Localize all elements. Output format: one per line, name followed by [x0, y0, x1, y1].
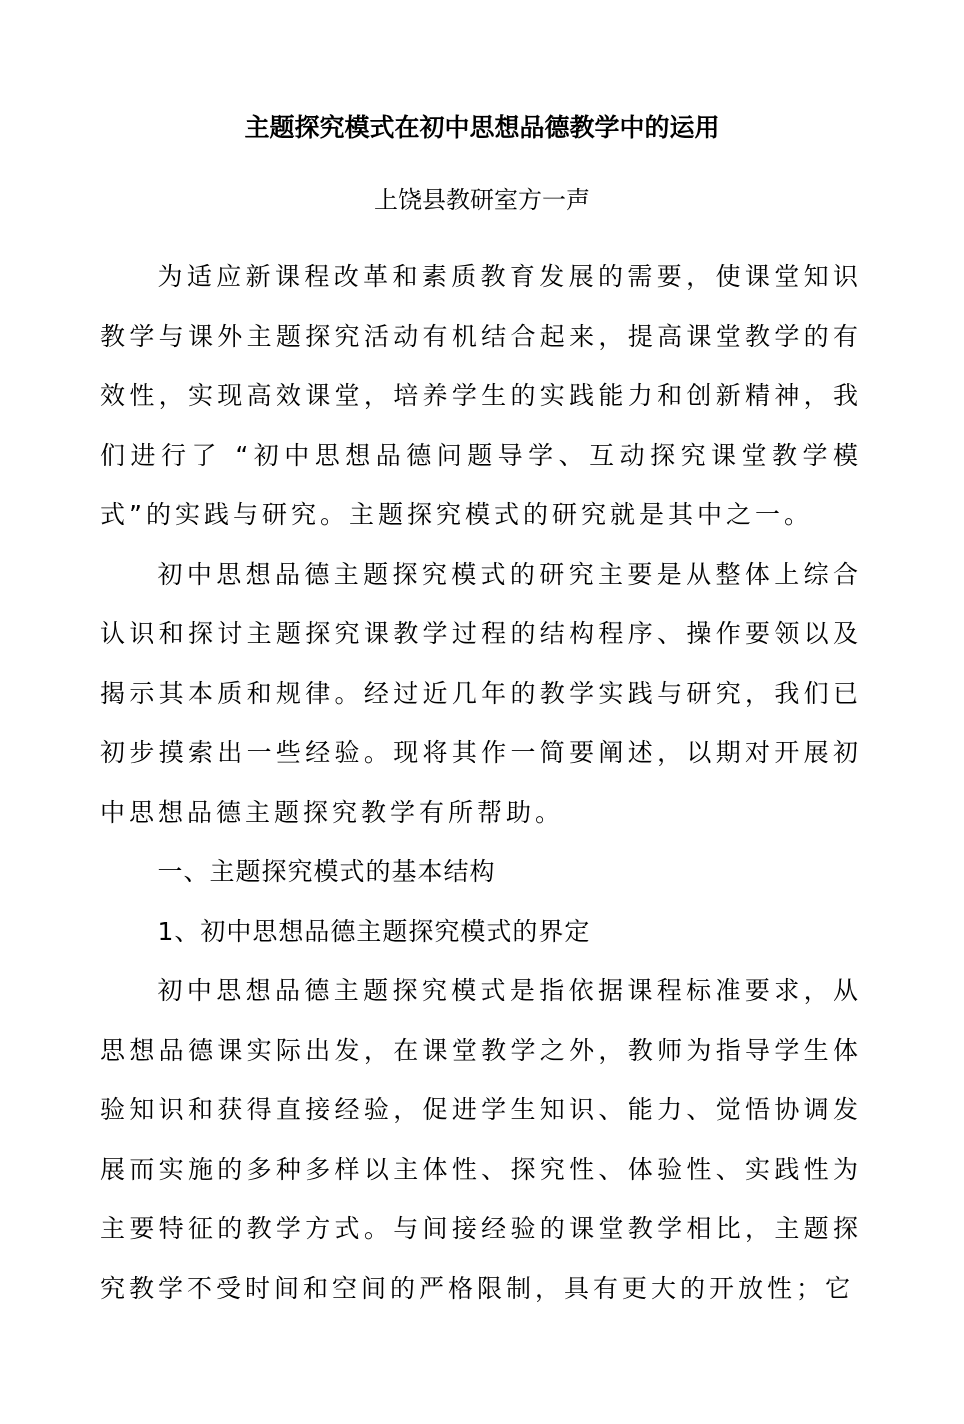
document-title: 主题探究模式在初中思想品德教学中的运用 — [244, 113, 720, 142]
paragraph-1: 为适应新课程改革和素质教育发展的需要，使课堂知识教学与课外主题探究活动有机结合起来，提高课堂教学的有效性，实现高效课堂，培养学生的实践能力和创新精神，我们进行了 “初中思想品德问题导学、互动探究课堂教学模式”的实践与研究。主题探究模式的研究就是其中之一。 — [100, 262, 862, 529]
paragraph-2: 初中思想品德主题探究模式的研究主要是从整体上综合认识和探讨主题探究课教学过程的结构程序、操作要领以及揭示其本质和规律。经过近几年的教学实践与研究，我们已初步摸索出一些经验。现将其作一简要阐述，以期对开展初中思想品德主题探究教学有所帮助。 — [100, 559, 862, 827]
subsection-heading: 1、初中思想品德主题探究模式的界定 — [157, 916, 591, 946]
paragraph-3: 初中思想品德主题探究模式是指依据课程标准要求，从思想品德课实际出发，在课堂教学之外，教师为指导学生体验知识和获得直接经验，促进学生知识、能力、觉悟协调发展而实施的多种多样以主体性、探究性、体验性、实践性为主要特征的教学方式。与间接经验的课堂教学相比，主题探究教学不受时间和空间的严格限制，具有更大的开放性；它 — [100, 976, 862, 1303]
document-author: 上饶县教研室方一声 — [374, 186, 590, 214]
section-heading: 一、主题探究模式的基本结构 — [157, 857, 496, 886]
document-body — [100, 247, 862, 1318]
